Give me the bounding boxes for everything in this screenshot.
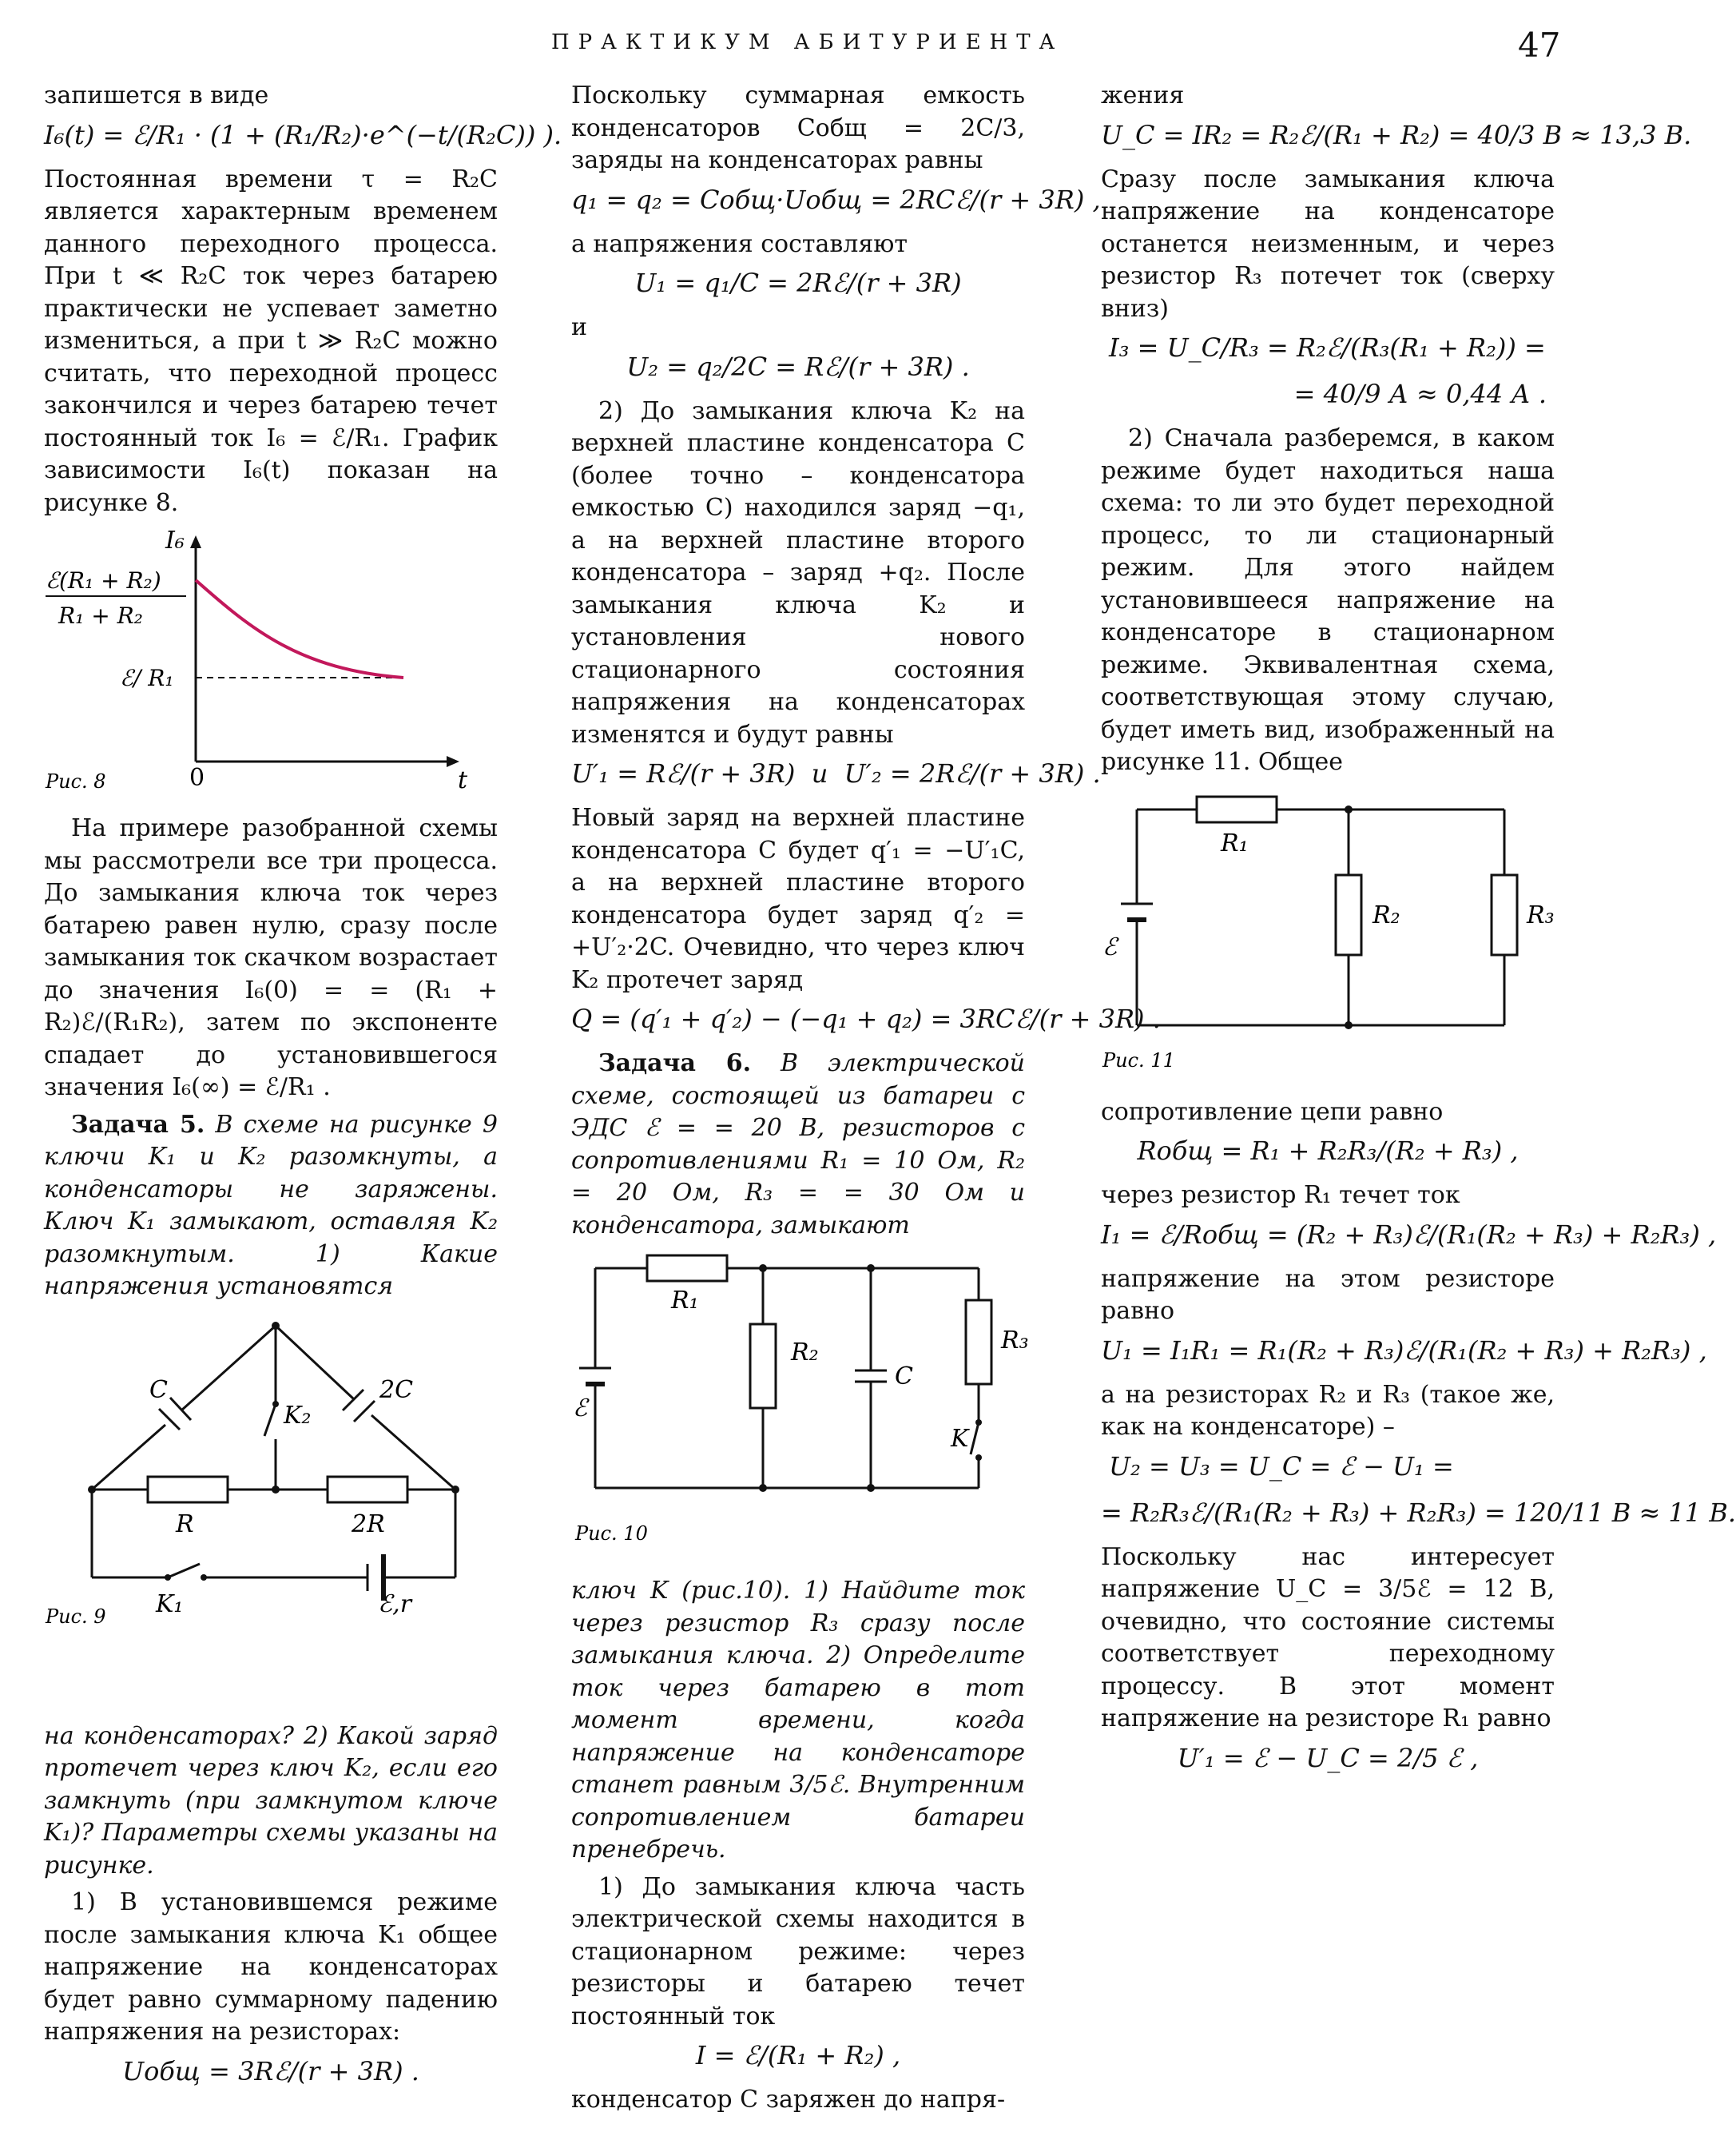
- resistor-2r-label: 2R: [352, 1510, 385, 1538]
- battery-label: ℰ,r: [378, 1589, 412, 1618]
- figure-9-circuit: [44, 1310, 498, 1709]
- origin-label: 0: [189, 764, 205, 792]
- paragraph: 2) До замыкания ключа K₂ на верхней пластине конденсатора C (более точно – конденсатора емкостью C) находился заряд −q₁, а на верхней пластине второго конденсатора – заряд +q₂. После замыкания ключа K₂ и установления нового стационарного состояния напряжения на конденсаторах изменятся и будут равны: [571, 396, 1025, 749]
- paragraph: 2) Сначала разберемся, в каком режиме будет находиться наша схема: то ли это будет переходной процесс, то ли стационарный режим. Для этого найдем установившееся напряжение на конденсаторе в стационарном режиме. Эквивалентная схема, соответствующая этому случаю, будет иметь вид, изображенный на рисунке 11. Общее: [1101, 424, 1555, 776]
- paragraph: 1) До замыкания ключа часть электрической схемы находится в стационарном режиме: через резисторы и батарею течет постоянный ток: [571, 1872, 1025, 2031]
- formula: U_C = IR₂ = R₂ℰ/(R₁ + R₂) = 40/3 В ≈ 13,3 В.: [1101, 119, 1692, 150]
- paragraph: конденсатор C заряжен до напря-: [571, 2086, 1006, 2114]
- key-k1-label: K₁: [156, 1589, 184, 1618]
- figure-caption: Рис. 8: [46, 770, 106, 793]
- y-axis-arrow: [190, 535, 201, 548]
- figure-caption: Рис. 11: [1102, 1048, 1175, 1072]
- formula: U′₁ = Rℰ/(r + 3R) и U′₂ = 2Rℰ/(r + 3R) .: [571, 758, 1101, 789]
- formula: Q = (q′₁ + q′₂) − (−q₁ + q₂) = 3RCℰ/(r + 3R) .: [571, 1004, 1161, 1034]
- battery-label: ℰ: [573, 1394, 588, 1422]
- formula: I₆(t) = ℰ/R₁ · (1 + (R₁/R₂)·e^(−t/(R₂C)) ).: [44, 119, 562, 150]
- formula: I₁ = ℰ/Rобщ = (R₂ + R₃)ℰ/(R₁(R₂ + R₃) + R₂R₃) ,: [1101, 1219, 1717, 1250]
- column-3: [1101, 80, 1736, 2134]
- task-text: В электрической схеме, состоящей из батареи с ЭДС ℰ = = 20 В, резисторов с сопротивлениями R₁ = 10 Ом, R₂ = 20 Ом, R₃ = = 30 Ом и конденсатора, замыкают: [571, 1049, 1026, 1239]
- formula: I = ℰ/(R₁ + R₂) ,: [695, 2040, 901, 2070]
- formula: U₁ = q₁/C = 2Rℰ/(r + 3R): [634, 268, 962, 298]
- paragraph: Поскольку нас интересует напряжение U_C = 3/5ℰ = 12 В, очевидно, что состояние системы соответствует переходному процессу. В этот момент напряжение на резисторе R₁ равно: [1101, 1542, 1555, 1732]
- key-k-label: K: [951, 1425, 969, 1453]
- task-text: В схеме на рисунке 9 ключи K₁ и K₂ разомкнуты, а конденсаторы не заряжены. Ключ K₁ замыкают, оставляя K₂ разомкнутым. 1) Какие напряжения установятся: [44, 1110, 498, 1300]
- formula: = 40/9 А ≈ 0,44 А .: [1293, 379, 1547, 409]
- formula: U′₁ = ℰ − U_C = 2/5 ℰ ,: [1177, 1742, 1479, 1773]
- figure-10-circuit: [571, 1248, 1029, 1564]
- paragraph: и: [571, 313, 587, 341]
- capacitor-2c-label: 2C: [379, 1375, 414, 1404]
- task-6-statement: [571, 1048, 1025, 1242]
- paragraph: сопротивление цепи равно: [1101, 1097, 1444, 1126]
- paragraph: На примере разобранной схемы мы рассмотрели все три процесса. До замыкания ключа ток через батарею равен нулю, сразу после замыкания ток скачком возрастает до значения I₆(0) = = (R₁ + R₂)ℰ/(R₁R₂), затем по экспоненте спадает до установившегося значения I₆(∞) = ℰ/R₁ .: [44, 814, 498, 1101]
- resistor-r1-label: R₁: [671, 1287, 699, 1315]
- current-curve: [196, 580, 403, 678]
- figure-11-circuit: [1101, 786, 1555, 1085]
- header-title: ПРАКТИКУМ АБИТУРИЕНТА: [551, 30, 1064, 54]
- paragraph: на конденсаторах? 2) Какой заряд протечет через ключ K₂, если его замкнуть (при замкнутом ключе K₁)? Параметры схемы указаны на рисунке.: [44, 1721, 498, 1879]
- paragraph: Новый заряд на верхней пластине конденсатора C будет q′₁ = −U′₁C, а на верхней пластине второго конденсатора будет заряд q′₂ = +U′₂·2C. Очевидно, что через ключ K₂ протечет заряд: [571, 804, 1025, 994]
- resistor-r3-label: R₃: [1001, 1327, 1029, 1354]
- paragraph: Сразу после замыкания ключа напряжение на конденсаторе останется неизменным, и через резистор R₃ потечет ток (сверху вниз): [1101, 165, 1555, 323]
- paragraph: а на резисторах R₂ и R₃ (такое же, как на конденсаторе) –: [1101, 1380, 1555, 1441]
- running-header: [0, 26, 1598, 70]
- paragraph: а напряжения составляют: [571, 229, 908, 258]
- paragraph: жения: [1101, 82, 1185, 109]
- formula: Rобщ = R₁ + R₂R₃/(R₂ + R₃) ,: [1137, 1136, 1519, 1166]
- resistor-r2-label: R₂: [791, 1339, 819, 1366]
- page-number: 47: [1518, 26, 1561, 65]
- formula: q₁ = q₂ = Cобщ·Uобщ = 2RCℰ/(r + 3R) ,: [571, 184, 1101, 215]
- y-axis-label: I₆: [165, 527, 185, 555]
- formula: I₃ = U_C/R₃ = R₂ℰ/(R₃(R₁ + R₂)) =: [1109, 332, 1546, 363]
- capacitor-c-label: C: [149, 1375, 168, 1404]
- formula: Uобщ = 3Rℰ/(r + 3R) .: [122, 2055, 419, 2086]
- formula: = R₂R₃ℰ/(R₁(R₂ + R₃) + R₂R₃) = 120/11 В ≈ 11 В.: [1101, 1497, 1736, 1528]
- resistor-r1-label: R₁: [1221, 829, 1249, 857]
- formula: U₂ = q₂/2C = Rℰ/(r + 3R) .: [626, 351, 970, 382]
- capacitor-c-label: C: [895, 1362, 913, 1390]
- x-axis-label: t: [458, 766, 468, 794]
- y-top-numerator: ℰ(R₁ + R₂): [46, 567, 161, 594]
- paragraph: 1) В установившемся режиме после замыкания ключа K₁ общее напряжение на конденсаторах будет равно суммарному падению напряжения на резисторах:: [44, 1888, 498, 2046]
- figure-caption: Рис. 9: [46, 1605, 106, 1628]
- y-low-label: ℰ/ R₁: [120, 665, 174, 691]
- y-top-denominator: R₁ + R₂: [58, 603, 143, 629]
- resistor-r3-label: R₃: [1527, 901, 1555, 929]
- paragraph: Постоянная времени τ = R₂C является характерным временем данного переходного процесса. При t ≪ R₂C ток через батарею практически не успевает заметно измениться, а при t ≫ R₂C можно считать, что переходной процесс закончился и через батарею течет постоянный ток I₆ = ℰ/R₁. График зависимости I₆(t) показан на рисунке 8.: [44, 165, 498, 517]
- paragraph: Поскольку суммарная емкость конденсаторов Cобщ = 2C/3, заряды на конденсаторах равны: [571, 82, 1025, 174]
- paragraph: запишется в виде: [44, 82, 269, 109]
- paragraph: через резистор R₁ течет ток: [1101, 1181, 1460, 1209]
- formula: U₂ = U₃ = U_C = ℰ − U₁ =: [1109, 1450, 1454, 1482]
- key-k2-label: K₂: [284, 1401, 312, 1430]
- task-5-statement: [44, 1109, 498, 1303]
- paragraph: напряжение на этом резисторе равно: [1101, 1264, 1555, 1325]
- task-label: Задача 6.: [598, 1049, 752, 1077]
- resistor-r-label: R: [176, 1510, 194, 1538]
- formula: U₁ = I₁R₁ = R₁(R₂ + R₃)ℰ/(R₁(R₂ + R₃) + R₂R₃) ,: [1101, 1335, 1707, 1366]
- figure-caption: Рис. 10: [575, 1522, 648, 1545]
- paragraph: ключ K (рис.10). 1) Найдите ток через резистор R₃ сразу после замыкания ключа. 2) Определите ток через батарею в тот момент времени, когда напряжение на конденсаторе станет равным 3/5ℰ. Внутренним сопротивлением батареи пренебречь.: [571, 1577, 1025, 1864]
- resistor-r2-label: R₂: [1373, 901, 1400, 929]
- x-axis-arrow: [447, 756, 459, 767]
- column-1: [44, 80, 562, 2134]
- battery-label: ℰ: [1102, 933, 1118, 961]
- task-label: Задача 5.: [71, 1110, 205, 1139]
- figure-8-graph: [44, 526, 498, 802]
